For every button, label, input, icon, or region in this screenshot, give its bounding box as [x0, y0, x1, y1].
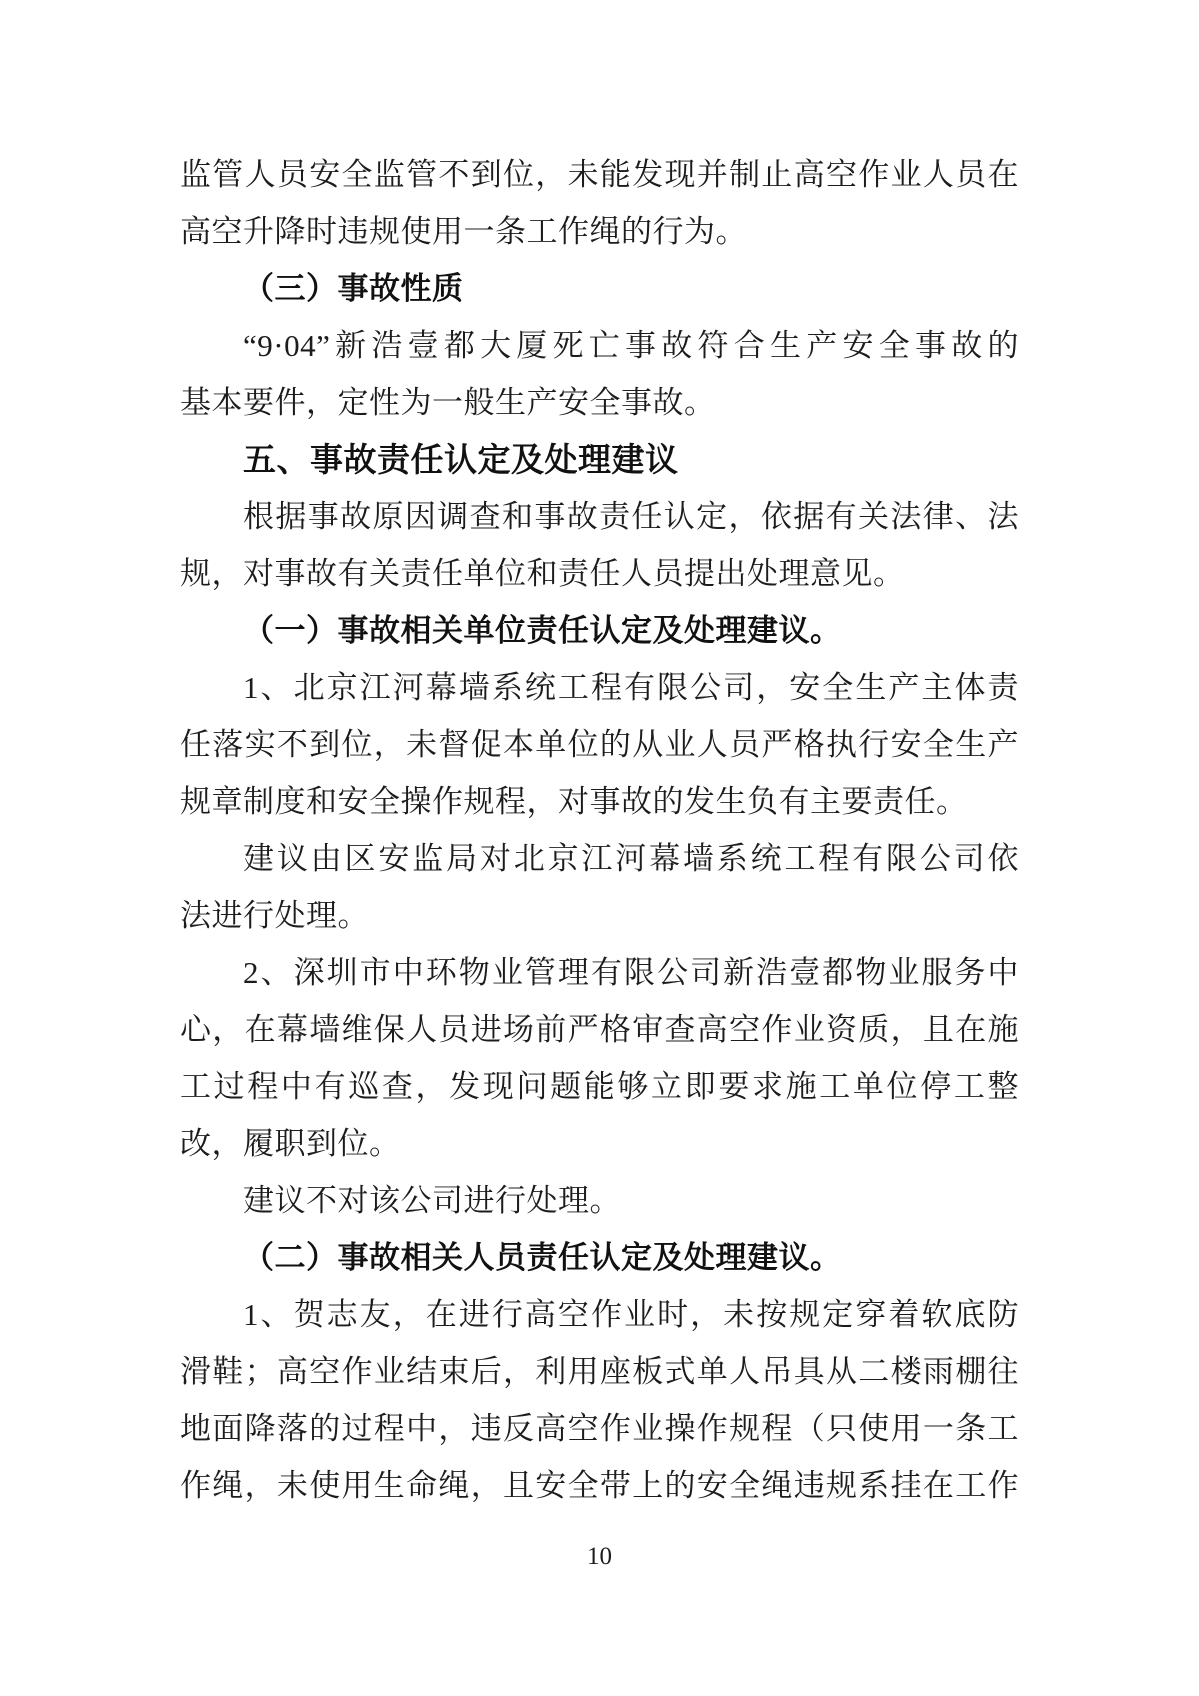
text-line: 2、深圳市中环物业管理有限公司新浩壹都物业服务中	[243, 955, 1019, 990]
text-line: 建议不对该公司进行处理。	[243, 1183, 621, 1218]
text-line: 规，对事故有关责任单位和责任人员提出处理意见。	[180, 556, 905, 591]
section-heading-level1: 五、事故责任认定及处理建议	[243, 441, 679, 478]
text-line: 改，履职到位。	[180, 1126, 401, 1161]
text-line: 规章制度和安全操作规程，对事故的发生负有主要责任。	[180, 784, 968, 819]
text-line: 地面降落的过程中，违反高空作业操作规程（只使用一条工	[180, 1411, 1019, 1446]
text-line: 作绳，未使用生命绳，且安全带上的安全绳违规系挂在工作	[180, 1468, 1019, 1503]
text-line: 根据事故原因调查和事故责任认定，依据有关法律、法	[243, 499, 1019, 534]
page-number: 10	[587, 1543, 612, 1570]
document-body	[180, 146, 1019, 1514]
text-line: 法进行处理。	[180, 898, 369, 933]
section-heading-level2: （二）事故相关人员责任认定及处理建议。	[243, 1240, 842, 1275]
text-line: 高空升降时违规使用一条工作绳的行为。	[180, 214, 747, 249]
section-heading-level2: （一）事故相关单位责任认定及处理建议。	[243, 613, 842, 648]
text-line: 滑鞋；高空作业结束后，利用座板式单人吊具从二楼雨棚往	[180, 1354, 1019, 1389]
text-line: 心，在幕墙维保人员进场前严格审查高空作业资质，且在施	[180, 1012, 1019, 1047]
text-line: 1、贺志友，在进行高空作业时，未按规定穿着软底防	[243, 1297, 1019, 1332]
section-heading-level2: （三）事故性质	[243, 271, 464, 306]
text-line: 基本要件，定性为一般生产安全事故。	[180, 385, 716, 420]
text-line: 1、北京江河幕墙系统工程有限公司，安全生产主体责	[243, 670, 1019, 705]
text-line: 任落实不到位，未督促本单位的从业人员严格执行安全生产	[180, 727, 1019, 762]
text-line: 工过程中有巡查，发现问题能够立即要求施工单位停工整	[180, 1069, 1019, 1104]
text-line: 建议由区安监局对北京江河幕墙系统工程有限公司依	[243, 841, 1019, 876]
text-line: 监管人员安全监管不到位，未能发现并制止高空作业人员在	[180, 157, 1019, 192]
text-line: “9·04”新浩壹都大厦死亡事故符合生产安全事故的	[243, 328, 1019, 363]
